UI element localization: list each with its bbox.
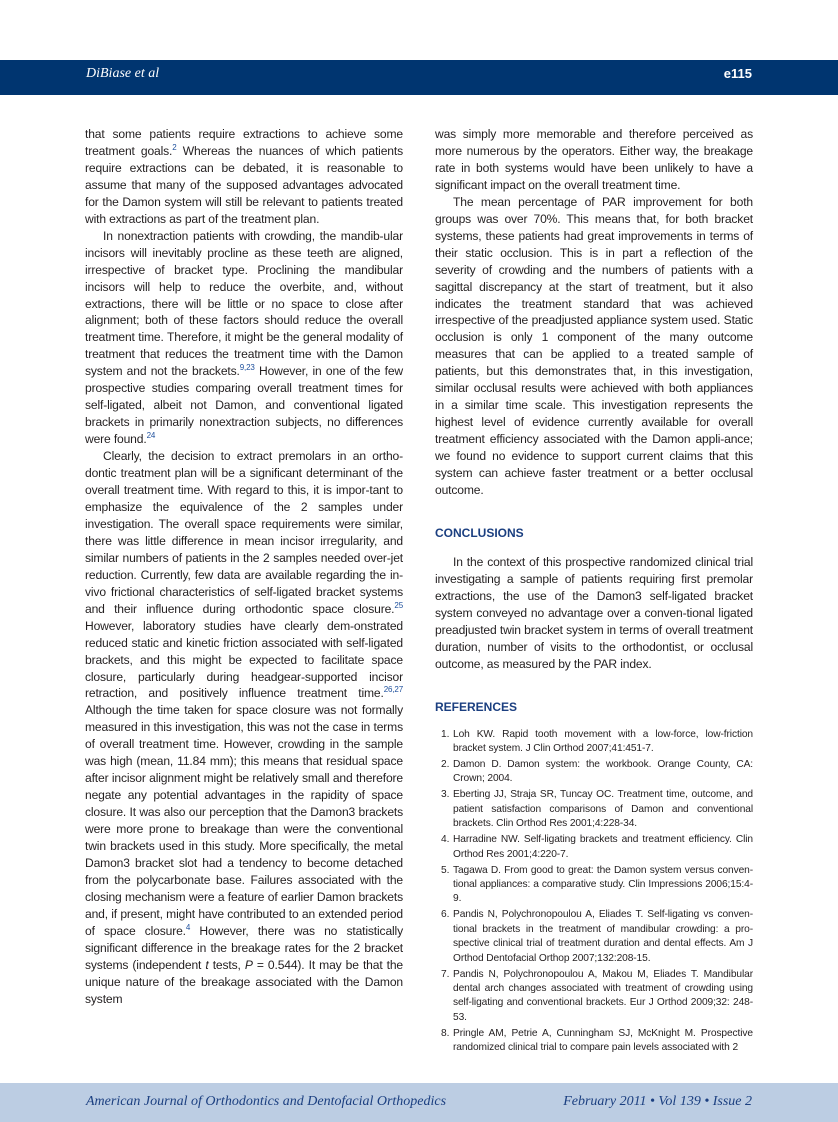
reference-list <box>435 728 753 1056</box>
reference-text: Loh KW. Rapid tooth movement with a low-force, low-friction bracket system. J Clin Orthod 2007;41:451-7. <box>453 728 753 754</box>
reference-text: Pandis N, Polychronopoulou A, Makou M, Eliades T. Mandibular dental arch changes associated with treatment of crowding using self-ligating and conventional brackets. Eur J Orthod 2009;32: 248-53. <box>453 968 753 1023</box>
text: that some patients require extractions to achieve some treatment goals. <box>85 127 403 158</box>
footer-issue-info: February 2011 • Vol 139 • Issue 2 <box>563 1094 752 1109</box>
reference-number: 4. <box>441 834 450 846</box>
citation-link[interactable]: 9,23 <box>239 363 255 373</box>
footer-journal-name: American Journal of Orthodontics and Dentofacial Orthopedics <box>86 1094 447 1109</box>
paragraph: The mean percentage of PAR improvement for both groups was over 70%. This means that, for both bracket systems, these patients had great improvements in terms of their static occlusion. This is in part a reflection of the severity of crowding and the numbers of patients with a sagittal discrepancy at the start of treatment, but it also indicates the treatment standard that was achieved irrespective of the preadjusted appliance system used. Static occlusion is only 1 component of the many outcome measures that can be applied to a treated sample of patients, but this demonstrates that, in this investigation, similar occlusal results were achieved with both appliances in a similar time scale. This investigation represents the highest level of evidence currently available for overall treatment efficiency associated with the Damon appli-ance; we found no evidence to support current claims that this system can achieve faster treatment or a better occlusal outcome. <box>435 194 753 498</box>
reference-item <box>435 788 753 831</box>
running-header-author: DiBiase et al <box>86 66 160 81</box>
citation-link[interactable]: 26,27 <box>383 685 403 695</box>
reference-item <box>435 864 753 907</box>
text: However, laboratory studies have clearly dem-onstrated reduced static and kinetic friction associated with self-ligated brackets, and this might be expected to facilitate space closure, particularly during headgear-supported incisor retraction, and positively influence treatment time. <box>85 618 403 701</box>
right-column <box>435 126 753 1057</box>
reference-item <box>435 758 753 787</box>
reference-item <box>435 968 753 1026</box>
reference-number: 5. <box>441 864 450 876</box>
citation-link[interactable]: 2 <box>172 142 177 152</box>
references-heading: REFERENCES <box>435 699 518 714</box>
reference-item <box>435 728 753 757</box>
text: Clearly, the decision to extract premolars in an ortho-dontic treatment plan will be a significant determinant of the overall treatment time. With regard to this, it is impor-tant to emphasize the equivalence of the 2 samples under investigation. The overall space requirements were similar, there was little difference in mean incisor irregularity, and similar numbers of patients in the 2 samples needed over-jet reduction. Currently, few data are available regarding the in-vivo frictional characteristics of self-ligated bracket systems and their influence during orthodontic space closure. <box>85 449 403 616</box>
paragraph: was simply more memorable and therefore perceived as more numerous by the operators. Either way, the breakage rate in both systems would have been unlikely to have a significant impact on the overall treatment time. <box>435 127 753 192</box>
reference-item <box>435 908 753 966</box>
citation-link[interactable]: 4 <box>185 922 191 932</box>
reference-number: 8. <box>441 1027 450 1039</box>
reference-text: Pandis N, Polychronopoulou A, Eliades T. Self-ligating vs conven-tional brackets in the treatment of mandibular crowding: a pro-spective clinical trial of treatment duration and dental effects. Am J Orthod Dentofacial Orthop 2007;132:208-15. <box>453 909 753 964</box>
reference-number: 6. <box>441 909 450 921</box>
italic-variable: t <box>205 957 209 972</box>
paragraph <box>85 448 403 1007</box>
reference-text: Harradine NW. Self-ligating brackets and treatment efficiency. Clin Orthod Res 2001;4:220-7. <box>453 834 753 860</box>
text: However, in one of the few prospective studies comparing overall treatment times for self-ligated, albeit not Damon, and conventional ligated brackets in primarily nonextraction subjects, no differences were found. <box>85 364 403 447</box>
text: tests, <box>208 957 245 972</box>
conclusions-heading: CONCLUSIONS <box>435 525 524 540</box>
reference-number: 7. <box>441 968 450 980</box>
reference-number: 1. <box>441 728 450 740</box>
reference-text: Pringle AM, Petrie A, Cunningham SJ, McKnight M. Prospective randomized clinical trial to compare pain levels associated with 2 <box>453 1027 753 1054</box>
reference-text: Eberting JJ, Straja SR, Tuncay OC. Treatment time, outcome, and patient satisfaction comparisons of Damon and conventional brackets. Clin Orthod Res 2001;4:228-34. <box>453 789 753 830</box>
reference-item <box>435 833 753 862</box>
paragraph <box>85 228 403 448</box>
left-column <box>85 126 403 1008</box>
italic-variable: P <box>244 957 253 972</box>
reference-text: Damon D. Damon system: the workbook. Orange County, CA: Crown; 2004. <box>453 758 753 785</box>
text: In nonextraction patients with crowding, the mandib-ular incisors will inevitably procline as these teeth are aligned, irrespective of bracket type. Proclining the mandibular incisors will help to reduce the overbite, and, without extractions, there will be little or no space to close after alignment; both of these factors should reduce the overall treatment time. Therefore, it might be the general modality of treatment that reduces the treatment time with the Damon system and not the brackets. <box>85 228 403 379</box>
text: However, there was no statistically significant difference in the breakage rates for the 2 bracket systems (independent <box>85 923 403 972</box>
text: = 0.544). It may be that the unique nature of the breakage associated with the Damon system <box>85 957 404 1006</box>
reference-item <box>435 1027 753 1056</box>
paragraph <box>85 126 403 228</box>
conclusions-paragraph: In the context of this prospective randomized clinical trial investigating a sample of patients requiring first premolar extractions, the use of the Damon3 self-ligated bracket system conveyed no advantage over a conven-tional ligated preadjusted twin bracket system in terms of overall treatment duration, number of visits to the orthodontist, or occlusal outcome, as measured by the PAR index. <box>435 554 753 671</box>
citation-link[interactable]: 24 <box>146 431 156 441</box>
text: Whereas the nuances of which patients require extractions can be debated, it is reasonable to assume that many of the supposed advantages advocated for the Damon system will still be relevant to patients treated with extractions as part of the treatment plan. <box>85 143 403 226</box>
citation-link[interactable]: 25 <box>394 600 403 610</box>
page-number: e115 <box>723 66 752 81</box>
reference-number: 3. <box>441 789 450 801</box>
reference-number: 2. <box>441 758 450 770</box>
text: Although the time taken for space closure was not formally measured in this investigation, this was not the case in terms of overall treatment time. However, crowding in the sample was high (mean, 11.84 mm); this means that residual space after incisor alignment might be relatively small and therefore negate any potential advantages in the rapidity of space closure. It was also our perception that the Damon3 brackets were more prone to breakage than were the conventional twin brackets used in this study. More specifically, the metal Damon3 bracket slot had a tendency to become detached from the polycarbonate base. Failures associated with the closing mechanism were a feature of earlier Damon brackets and, if present, might have contributed to an extended period of space closure. <box>85 703 403 938</box>
reference-text: Tagawa D. From good to great: the Damon system versus conven-tional appliances: a comparative study. Clin Impressions 2006;15:4-9. <box>453 864 753 905</box>
